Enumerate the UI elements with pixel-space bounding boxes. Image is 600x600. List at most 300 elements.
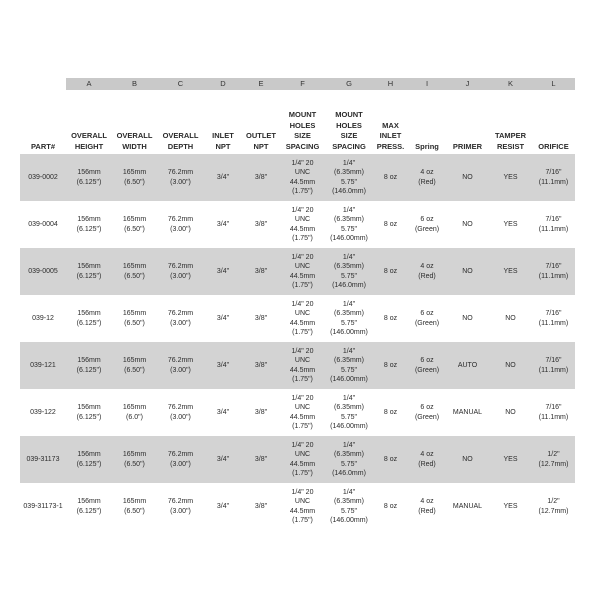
table-cell [204, 154, 242, 201]
column-header-line: SIZE [340, 131, 358, 140]
cell-line: (6.125") [76, 413, 102, 421]
cell-line: NO [462, 314, 473, 322]
cell-line: 3/8" [254, 455, 268, 463]
cell-line: 039-12 [32, 314, 54, 322]
cell-line: 1/4" [342, 159, 356, 167]
cell-line: (6.35mm) [334, 357, 364, 365]
cell-line: 1/2" [547, 498, 560, 506]
cell-line: 156mm [77, 404, 101, 412]
cell-line: 76.2mm [167, 357, 194, 365]
cell-line: 44.5mm [289, 366, 316, 374]
column-header [446, 90, 489, 154]
table-cell [373, 248, 408, 295]
cell-line: (12.7mm) [538, 460, 569, 468]
cell-line: 5.75" [340, 413, 358, 421]
cell-line: (Red) [418, 460, 436, 468]
cell-line: 8 oz [383, 502, 398, 510]
cell-line: 165mm [122, 216, 147, 224]
table-row [20, 342, 575, 389]
column-header [373, 90, 408, 154]
cell-line: (6.50") [124, 272, 145, 280]
table-cell [242, 201, 280, 248]
cell-line: 5.75" [340, 178, 358, 186]
table-cell [112, 389, 157, 436]
cell-line: MANUAL [452, 502, 483, 510]
table-cell [280, 389, 325, 436]
cell-line: 156mm [77, 216, 101, 224]
cell-line: 8 oz [383, 455, 398, 463]
cell-line: (Red) [418, 272, 436, 280]
column-header-line: RESIST [496, 141, 525, 151]
table-cell [446, 295, 489, 342]
table-cell [204, 342, 242, 389]
cell-line: YES [503, 502, 518, 510]
table-cell [157, 154, 204, 201]
cell-line: 165mm [122, 404, 147, 412]
cell-line: (146.00mm) [330, 328, 368, 336]
table-cell [489, 248, 532, 295]
table-cell [242, 295, 280, 342]
table-cell [112, 342, 157, 389]
cell-line: (6.50") [124, 460, 145, 468]
cell-line: 6 oz [420, 216, 434, 224]
table-cell [408, 248, 446, 295]
cell-line: 8 oz [383, 173, 398, 181]
table-cell [66, 201, 112, 248]
table-cell [532, 389, 575, 436]
column-header [532, 90, 575, 154]
table-cell [157, 295, 204, 342]
cell-line: 7/16" [545, 216, 562, 224]
table-cell [446, 389, 489, 436]
part-number-cell [20, 436, 66, 483]
cell-line: UNC [294, 310, 311, 318]
table-cell [280, 248, 325, 295]
table-body [20, 154, 575, 530]
cell-line: (6.125") [76, 225, 102, 233]
table-cell [66, 295, 112, 342]
table-cell [242, 342, 280, 389]
table-cell [112, 201, 157, 248]
cell-line: (146.0mm) [332, 469, 366, 477]
cell-line: 165mm [122, 169, 147, 177]
part-number-cell [20, 201, 66, 248]
cell-line: 1/4" [342, 347, 356, 355]
part-number-cell [20, 483, 66, 530]
spec-table [20, 78, 575, 530]
cell-line: AUTO [457, 361, 478, 369]
table-row [20, 248, 575, 295]
table-cell [489, 201, 532, 248]
cell-line: 5.75" [340, 272, 358, 280]
table-cell [204, 389, 242, 436]
column-header [489, 90, 532, 154]
table-cell [446, 436, 489, 483]
cell-line: 1/4" [342, 253, 356, 261]
cell-line: (3.00") [170, 225, 191, 233]
column-header [242, 90, 280, 154]
cell-line: NO [505, 314, 516, 322]
cell-line: (146.00mm) [330, 516, 368, 524]
column-letter: C [157, 78, 204, 90]
cell-line: (11.1mm) [538, 178, 569, 186]
table-cell [532, 342, 575, 389]
cell-line: 3/4" [216, 314, 230, 322]
table-cell [157, 389, 204, 436]
cell-line: 7/16" [545, 404, 562, 412]
table-cell [373, 483, 408, 530]
cell-line: 3/4" [216, 220, 230, 228]
cell-line: (146.0mm) [332, 187, 366, 195]
cell-line: (6.50") [124, 366, 145, 374]
cell-line: (3.00") [170, 413, 191, 421]
cell-line: 7/16" [545, 310, 562, 318]
table-cell [325, 154, 373, 201]
cell-line: (Green) [414, 413, 440, 421]
table-cell [157, 483, 204, 530]
cell-line: 3/4" [216, 361, 230, 369]
cell-line: YES [503, 220, 518, 228]
cell-line: (146.0mm) [332, 281, 366, 289]
cell-line: 8 oz [383, 408, 398, 416]
cell-line: 1/4" [342, 441, 356, 449]
cell-line: (6.35mm) [334, 169, 364, 177]
column-header-line: HOLES [289, 120, 316, 130]
cell-line: 7/16" [545, 263, 562, 271]
column-letter: L [532, 78, 575, 90]
cell-line: 7/16" [545, 357, 562, 365]
table-row [20, 295, 575, 342]
table-cell [242, 154, 280, 201]
cell-line: 3/8" [254, 173, 268, 181]
cell-line: 6 oz [420, 404, 434, 412]
cell-line: (6.50") [124, 507, 145, 515]
table-row [20, 436, 575, 483]
cell-line: (3.00") [170, 460, 191, 468]
column-header-line: DEPTH [167, 141, 194, 151]
cell-line: 1/4" [342, 300, 356, 308]
column-header-line: INLET [212, 131, 234, 140]
cell-line: (6.35mm) [334, 216, 364, 224]
column-header-line: OUTLET [246, 131, 276, 140]
cell-line: 1/4" 20 [291, 300, 314, 308]
cell-line: (6.125") [76, 272, 102, 280]
cell-line: (6.35mm) [334, 451, 364, 459]
cell-line: (146.00mm) [330, 422, 368, 430]
cell-line: 4 oz [420, 169, 434, 177]
cell-line: UNC [294, 169, 311, 177]
table-cell [280, 201, 325, 248]
cell-line: 3/4" [216, 267, 230, 275]
cell-line: UNC [294, 451, 311, 459]
table-cell [532, 295, 575, 342]
cell-line: 5.75" [340, 319, 358, 327]
table-cell [325, 248, 373, 295]
cell-line: 5.75" [340, 225, 358, 233]
column-header-line: MOUNT [288, 110, 317, 119]
cell-line: 3/8" [254, 314, 268, 322]
cell-line: 039-122 [30, 408, 56, 416]
column-letter: G [325, 78, 373, 90]
column-header-line: SPACING [285, 141, 320, 151]
cell-line: (146.00mm) [330, 234, 368, 242]
cell-line: (6.35mm) [334, 310, 364, 318]
cell-line: (Green) [414, 366, 440, 374]
table-cell [112, 248, 157, 295]
table-cell [280, 295, 325, 342]
cell-line: 039-31173 [26, 455, 60, 463]
cell-line: UNC [294, 404, 311, 412]
cell-line: 156mm [77, 263, 101, 271]
table-cell [204, 201, 242, 248]
column-header [280, 90, 325, 154]
cell-line: (11.1mm) [538, 413, 569, 421]
table-cell [157, 436, 204, 483]
table-cell [112, 295, 157, 342]
cell-line: 1/4" 20 [291, 253, 314, 261]
table-cell [242, 436, 280, 483]
cell-line: (11.1mm) [538, 272, 569, 280]
cell-line: 3/8" [254, 220, 268, 228]
table-cell [280, 154, 325, 201]
cell-line: (Green) [414, 319, 440, 327]
table-cell [408, 342, 446, 389]
table-cell [112, 483, 157, 530]
column-header [157, 90, 204, 154]
cell-line: 4 oz [420, 498, 434, 506]
cell-line: 44.5mm [289, 507, 316, 515]
column-header [66, 90, 112, 154]
table-cell [446, 342, 489, 389]
cell-line: (6.125") [76, 366, 102, 374]
cell-line: (11.1mm) [538, 366, 569, 374]
cell-line: 76.2mm [167, 169, 194, 177]
cell-line: (6.125") [76, 178, 102, 186]
cell-line: UNC [294, 216, 311, 224]
table-cell [242, 248, 280, 295]
table-cell [373, 342, 408, 389]
table-cell [66, 483, 112, 530]
cell-line: 8 oz [383, 220, 398, 228]
table-cell [446, 201, 489, 248]
cell-line: (6.50") [124, 225, 145, 233]
cell-line: 5.75" [340, 507, 358, 515]
cell-line: 6 oz [420, 357, 434, 365]
column-header-line: ORIFICE [538, 141, 569, 151]
table-cell [408, 154, 446, 201]
table-cell [446, 483, 489, 530]
table-cell [112, 436, 157, 483]
table-cell [325, 436, 373, 483]
cell-line: 5.75" [340, 460, 358, 468]
cell-line: (1.75") [292, 516, 313, 524]
cell-line: 76.2mm [167, 263, 194, 271]
cell-line: 039-0005 [28, 267, 58, 275]
cell-line: MANUAL [452, 408, 483, 416]
table-row [20, 483, 575, 530]
cell-line: NO [462, 267, 473, 275]
table-cell [408, 483, 446, 530]
cell-line: 7/16" [545, 169, 562, 177]
cell-line: (12.7mm) [538, 507, 569, 515]
cell-line: 4 oz [420, 451, 434, 459]
column-header [204, 90, 242, 154]
cell-line: (1.75") [292, 187, 313, 195]
cell-line: (1.75") [292, 234, 313, 242]
cell-line: 8 oz [383, 314, 398, 322]
column-header-line: HOLES [336, 120, 362, 130]
table-cell [373, 295, 408, 342]
column-header-line: HEIGHT [74, 141, 104, 151]
cell-line: 76.2mm [167, 404, 194, 412]
column-header-line: PRESS. [376, 141, 405, 151]
cell-line: 5.75" [340, 366, 358, 374]
cell-line: 76.2mm [167, 216, 194, 224]
cell-line: 3/8" [254, 502, 268, 510]
cell-line: 156mm [77, 310, 101, 318]
cell-line: 4 oz [420, 263, 434, 271]
table-cell [532, 201, 575, 248]
table-cell [204, 483, 242, 530]
cell-line: (1.75") [292, 281, 313, 289]
cell-line: YES [503, 267, 518, 275]
column-letter: H [373, 78, 408, 90]
table-cell [204, 436, 242, 483]
table-cell [446, 154, 489, 201]
column-letter: K [489, 78, 532, 90]
cell-line: 8 oz [383, 267, 398, 275]
column-header-line: MOUNT [335, 110, 363, 119]
cell-line: (Green) [414, 225, 440, 233]
table-cell [532, 483, 575, 530]
table-cell [66, 436, 112, 483]
table-cell [325, 201, 373, 248]
table-cell [280, 436, 325, 483]
column-header-line: MAX [382, 120, 399, 130]
cell-line: 165mm [122, 451, 147, 459]
cell-line: 165mm [122, 310, 147, 318]
cell-line: (6.35mm) [334, 498, 364, 506]
column-header-line: OVERALL [71, 131, 107, 140]
cell-line: 44.5mm [289, 225, 316, 233]
table-cell [66, 389, 112, 436]
table-cell [112, 154, 157, 201]
table-cell [325, 389, 373, 436]
cell-line: 44.5mm [289, 413, 316, 421]
table-cell [280, 342, 325, 389]
part-number-cell [20, 389, 66, 436]
cell-line: (6.0") [126, 413, 143, 421]
cell-line: UNC [294, 263, 311, 271]
table-cell [489, 483, 532, 530]
cell-line: 1/4" 20 [291, 394, 314, 402]
table-cell [532, 248, 575, 295]
cell-line: 039-121 [30, 361, 56, 369]
table-cell [489, 436, 532, 483]
table-cell [373, 436, 408, 483]
column-letter-blank [20, 78, 66, 90]
cell-line: 1/4" [342, 206, 356, 214]
cell-line: (Red) [418, 178, 436, 186]
cell-line: 1/2" [547, 451, 560, 459]
column-header-line: SIZE [294, 131, 311, 140]
cell-line: NO [462, 173, 473, 181]
cell-line: 3/4" [216, 173, 230, 181]
table-row [20, 154, 575, 201]
cell-line: 1/4" [342, 394, 356, 402]
column-header [408, 90, 446, 154]
cell-line: 3/4" [216, 502, 230, 510]
cell-line: (146.00mm) [330, 375, 368, 383]
cell-line: 3/8" [254, 408, 268, 416]
table-cell [157, 342, 204, 389]
cell-line: 3/8" [254, 361, 268, 369]
cell-line: (3.00") [170, 319, 191, 327]
table-cell [325, 342, 373, 389]
cell-line: 039-0002 [28, 173, 58, 181]
cell-line: (3.00") [170, 507, 191, 515]
cell-line: 76.2mm [167, 310, 194, 318]
table-cell [373, 389, 408, 436]
cell-line: 8 oz [383, 361, 398, 369]
cell-line: 1/4" 20 [291, 441, 314, 449]
cell-line: YES [503, 455, 518, 463]
part-number-cell [20, 154, 66, 201]
column-header-line: OVERALL [162, 131, 199, 140]
column-header-line: PRIMER [452, 141, 483, 151]
part-number-cell [20, 248, 66, 295]
table-cell [242, 389, 280, 436]
cell-line: (6.50") [124, 178, 145, 186]
table-cell [489, 295, 532, 342]
column-letter: A [66, 78, 112, 90]
cell-line: 1/4" [342, 488, 356, 496]
cell-line: 1/4" 20 [291, 347, 314, 355]
cell-line: UNC [294, 498, 311, 506]
cell-line: NO [505, 361, 516, 369]
column-header-line: OVERALL [116, 131, 153, 140]
cell-line: (3.00") [170, 366, 191, 374]
cell-line: (6.125") [76, 460, 102, 468]
cell-line: (6.35mm) [334, 263, 364, 271]
table-cell [373, 154, 408, 201]
cell-line: (3.00") [170, 178, 191, 186]
cell-line: 1/4" 20 [291, 488, 314, 496]
cell-line: 44.5mm [289, 319, 316, 327]
cell-line: (6.50") [124, 319, 145, 327]
part-number-cell [20, 342, 66, 389]
cell-line: 039-0004 [28, 220, 58, 228]
table-cell [280, 483, 325, 530]
column-letter: F [280, 78, 325, 90]
table-cell [373, 201, 408, 248]
cell-line: (1.75") [292, 422, 313, 430]
column-header-line: SPACING [332, 141, 366, 151]
table-cell [489, 389, 532, 436]
table-cell [489, 154, 532, 201]
column-letter-row [20, 78, 575, 90]
cell-line: 44.5mm [289, 272, 316, 280]
table-cell [408, 201, 446, 248]
cell-line: 1/4" 20 [291, 206, 314, 214]
cell-line: 76.2mm [167, 451, 194, 459]
cell-line: (3.00") [170, 272, 191, 280]
cell-line: 165mm [122, 357, 147, 365]
cell-line: 156mm [77, 169, 101, 177]
column-letter: J [446, 78, 489, 90]
column-header-line: TAMPER [494, 131, 527, 140]
column-header [20, 90, 66, 154]
